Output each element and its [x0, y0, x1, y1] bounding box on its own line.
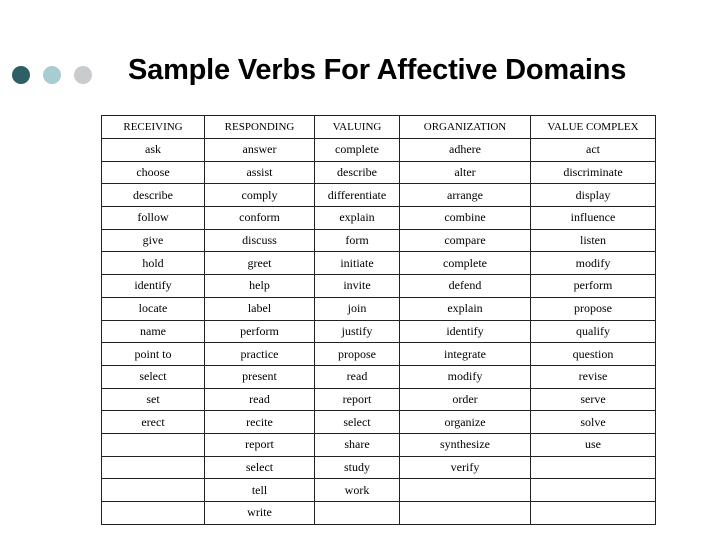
table-cell: join [315, 297, 400, 320]
table-row [102, 229, 656, 252]
table-row [102, 479, 656, 502]
dot-gray-icon [74, 66, 92, 84]
column-header: ORGANIZATION [400, 116, 531, 139]
table-cell: use [531, 433, 656, 456]
table-cell: assist [205, 161, 315, 184]
column-header: RECEIVING [102, 116, 205, 139]
table-cell: perform [531, 275, 656, 298]
table-cell: set [102, 388, 205, 411]
table-cell: follow [102, 207, 205, 230]
table-cell: modify [400, 365, 531, 388]
table-cell: modify [531, 252, 656, 275]
table-cell: discriminate [531, 161, 656, 184]
table-row [102, 207, 656, 230]
table-cell: present [205, 365, 315, 388]
table-cell: listen [531, 229, 656, 252]
table-row [102, 365, 656, 388]
column-header: VALUE COMPLEX [531, 116, 656, 139]
table-cell: label [205, 297, 315, 320]
table-cell: arrange [400, 184, 531, 207]
table-cell: describe [102, 184, 205, 207]
table-row [102, 184, 656, 207]
table-cell: form [315, 229, 400, 252]
table-cell: tell [205, 479, 315, 502]
table-cell: combine [400, 207, 531, 230]
table-cell: recite [205, 411, 315, 434]
table-cell: write [205, 502, 315, 525]
table-header [102, 116, 656, 139]
table-cell: qualify [531, 320, 656, 343]
table-cell: verify [400, 456, 531, 479]
table-cell: select [102, 365, 205, 388]
table-row [102, 343, 656, 366]
table-cell: serve [531, 388, 656, 411]
table-cell: revise [531, 365, 656, 388]
table-row [102, 388, 656, 411]
table-cell: conform [205, 207, 315, 230]
table-cell: display [531, 184, 656, 207]
table-cell: practice [205, 343, 315, 366]
dot-light-teal-icon [43, 66, 61, 84]
table-cell: solve [531, 411, 656, 434]
table-cell: compare [400, 229, 531, 252]
table-cell: act [531, 139, 656, 162]
table-row [102, 139, 656, 162]
table-cell: initiate [315, 252, 400, 275]
table-cell: perform [205, 320, 315, 343]
table-cell: report [205, 433, 315, 456]
table-cell: organize [400, 411, 531, 434]
table-cell: explain [400, 297, 531, 320]
table-row [102, 252, 656, 275]
table-cell: read [315, 365, 400, 388]
table-cell: influence [531, 207, 656, 230]
table-body [102, 139, 656, 525]
table-cell: alter [400, 161, 531, 184]
table-cell: propose [531, 297, 656, 320]
table-row [102, 320, 656, 343]
table-cell: complete [400, 252, 531, 275]
table-row [102, 297, 656, 320]
table-cell [531, 479, 656, 502]
table-row [102, 502, 656, 525]
table-cell: justify [315, 320, 400, 343]
table-cell: integrate [400, 343, 531, 366]
table-cell: greet [205, 252, 315, 275]
table-cell: propose [315, 343, 400, 366]
verbs-table [101, 115, 656, 525]
table-cell: ask [102, 139, 205, 162]
table-cell: select [205, 456, 315, 479]
table-cell [531, 456, 656, 479]
table-header-row [102, 116, 656, 139]
page-title: Sample Verbs For Affective Domains [128, 54, 627, 86]
table-cell: defend [400, 275, 531, 298]
table-cell: erect [102, 411, 205, 434]
table-cell [102, 479, 205, 502]
table-cell: hold [102, 252, 205, 275]
dot-dark-teal-icon [12, 66, 30, 84]
table-cell: share [315, 433, 400, 456]
table-cell: select [315, 411, 400, 434]
column-header: RESPONDING [205, 116, 315, 139]
table-cell: differentiate [315, 184, 400, 207]
table-cell: report [315, 388, 400, 411]
table-cell: choose [102, 161, 205, 184]
table-row [102, 456, 656, 479]
table-cell: discuss [205, 229, 315, 252]
table-cell: adhere [400, 139, 531, 162]
table-cell: identify [102, 275, 205, 298]
table-cell: complete [315, 139, 400, 162]
table-cell: order [400, 388, 531, 411]
table-cell: point to [102, 343, 205, 366]
table-cell [102, 433, 205, 456]
table-cell [315, 502, 400, 525]
table-cell [531, 502, 656, 525]
column-header: VALUING [315, 116, 400, 139]
table-cell: work [315, 479, 400, 502]
table-row [102, 433, 656, 456]
table-cell: explain [315, 207, 400, 230]
table-cell [102, 456, 205, 479]
table-cell: answer [205, 139, 315, 162]
table-cell: read [205, 388, 315, 411]
table-row [102, 411, 656, 434]
table-cell: name [102, 320, 205, 343]
table-cell: invite [315, 275, 400, 298]
table-cell [400, 479, 531, 502]
table-cell: synthesize [400, 433, 531, 456]
table-row [102, 275, 656, 298]
table-cell: question [531, 343, 656, 366]
table-cell: give [102, 229, 205, 252]
table-cell: help [205, 275, 315, 298]
table-cell: identify [400, 320, 531, 343]
table-cell: describe [315, 161, 400, 184]
table-cell: comply [205, 184, 315, 207]
table-cell [400, 502, 531, 525]
table-cell [102, 502, 205, 525]
table-row [102, 161, 656, 184]
table-cell: locate [102, 297, 205, 320]
table-cell: study [315, 456, 400, 479]
